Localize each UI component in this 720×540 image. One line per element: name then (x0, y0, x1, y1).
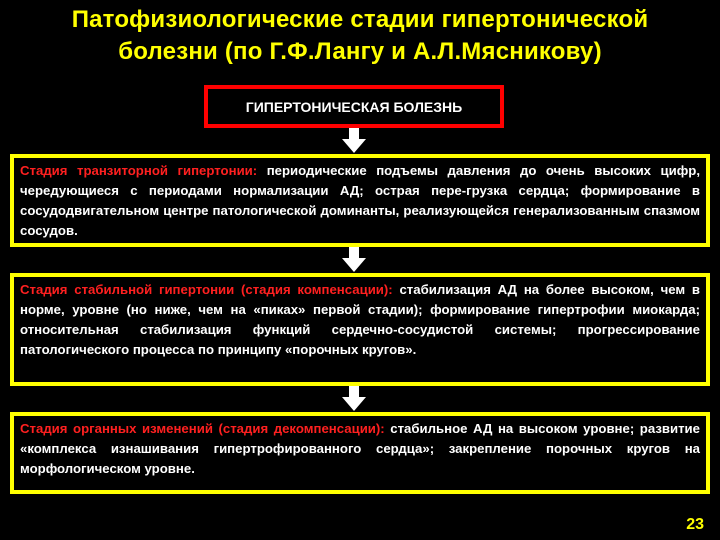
main-concept-box (204, 85, 504, 128)
down-arrow-icon (341, 128, 367, 154)
stage-1-box (10, 154, 710, 247)
stage-1-description: периодические подъемы давления до очень высоких цифр, чередующиеся с периодами нормализации АД; острая пере-грузка сердца; формирование в сосудодвигательном центре патологической доминанты, реализующейся генерализованным спазмом сосудов. (20, 163, 700, 238)
stage-3-title: Стадия органных изменений (стадия декомпенсации): (20, 421, 385, 436)
slide-title-line-1: Патофизиологические стадии гипертонической (71, 6, 649, 33)
stage-3-box (10, 412, 710, 494)
slide-title (0, 4, 720, 68)
main-concept-label: ГИПЕРТОНИЧЕСКАЯ БОЛЕЗНЬ (245, 98, 463, 115)
stage-1-title: Стадия транзиторной гипертонии: (20, 163, 258, 178)
stage-2-title: Стадия стабильной гипертонии (стадия компенсации): (20, 282, 393, 297)
down-arrow-icon (341, 386, 367, 412)
stage-2-description: стабилизация АД на более высоком, чем в норме, уровне (но ниже, чем на «пиках» первой стадии); формирование гипертрофии миокарда; относительная стабилизация функций сердечно-сосудистой системы; прогрессирование патологического процесса по принципу «порочных кругов». (20, 282, 700, 357)
down-arrow-icon (341, 247, 367, 273)
slide-title-line-2: болезни (по Г.Ф.Лангу и А.Л.Мясникову) (118, 38, 602, 65)
stage-3-description: стабильное АД на высоком уровне; развитие «комплекса изнашивания гипертрофированного сердца»; закрепление порочных кругов на морфологическом уровне. (20, 421, 701, 476)
stage-2-box (10, 273, 710, 386)
page-number: 23 (686, 516, 704, 533)
